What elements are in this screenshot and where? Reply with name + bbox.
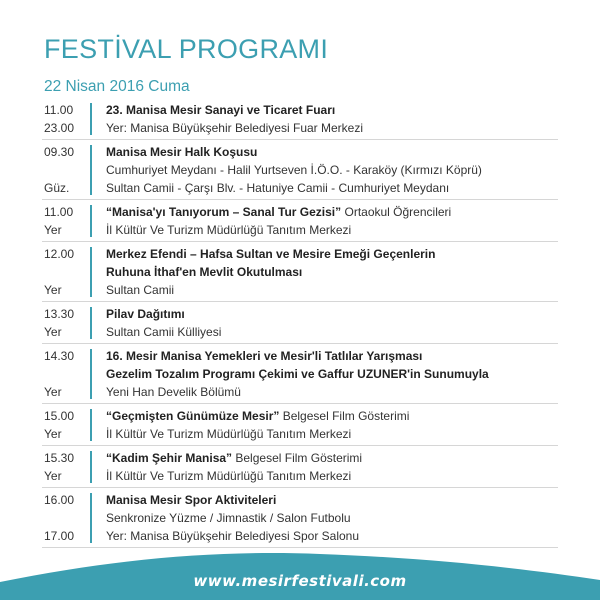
event-details — [106, 101, 558, 137]
event-row — [42, 98, 558, 140]
event-divider-bar — [90, 451, 92, 483]
event-time-start: 15.00 — [44, 409, 75, 423]
event-line: Ruhuna İthaf'en Mevlit Okutulması — [106, 265, 303, 279]
event-line: Yeni Han Develik Bölümü — [106, 385, 241, 399]
event-divider-bar — [90, 349, 92, 399]
program-date: 22 Nisan 2016 Cuma — [44, 78, 190, 95]
event-time — [42, 491, 88, 545]
event-line-text: Belgesel Film Gösterimi — [279, 409, 410, 423]
event-line: Cumhuriyet Meydanı - Halil Yurtseven İ.Ö.O. - Karaköy (Kırmızı Köprü) — [106, 163, 482, 177]
event-line: 23. Manisa Mesir Sanayi ve Ticaret Fuarı — [106, 103, 336, 117]
event-time-end: Yer — [44, 325, 62, 339]
event-line-highlight: “Kadim Şehir Manisa” — [106, 451, 233, 465]
event-details — [106, 491, 558, 545]
event-line-highlight: “Geçmişten Günümüze Mesir” — [106, 409, 280, 423]
event-details — [106, 407, 558, 443]
event-time — [42, 347, 88, 401]
event-divider-bar — [90, 493, 92, 543]
event-list — [42, 98, 558, 548]
event-details — [106, 203, 558, 239]
event-time-start: 09.30 — [44, 145, 75, 159]
event-time-end: Yer — [44, 223, 62, 237]
event-row — [42, 488, 558, 548]
event-details — [106, 347, 558, 401]
footer-wave — [0, 540, 600, 600]
event-line: İl Kültür Ve Turizm Müdürlüğü Tanıtım Merkezi — [106, 223, 352, 237]
event-divider-bar — [90, 103, 92, 135]
event-line: İl Kültür Ve Turizm Müdürlüğü Tanıtım Merkezi — [106, 427, 352, 441]
event-row — [42, 302, 558, 344]
event-line: Sultan Camii - Çarşı Blv. - Hatuniye Camii - Cumhuriyet Meydanı — [106, 181, 450, 195]
event-time-end: Yer — [44, 385, 62, 399]
event-line: Manisa Mesir Halk Koşusu — [106, 145, 258, 159]
event-divider-bar — [90, 409, 92, 441]
event-time-end: Yer — [44, 283, 62, 297]
page-title: FESTİVAL PROGRAMI — [44, 34, 329, 64]
event-time-start: 11.00 — [44, 103, 74, 117]
event-row — [42, 446, 558, 488]
event-time-end: 17.00 — [44, 529, 75, 543]
event-time-start: 12.00 — [44, 247, 75, 261]
event-line-text: Belgesel Film Gösterimi — [232, 451, 363, 465]
event-row — [42, 140, 558, 200]
event-row — [42, 200, 558, 242]
event-line: 16. Mesir Manisa Yemekleri ve Mesir'li Tatlılar Yarışması — [106, 349, 423, 363]
event-time — [42, 245, 88, 299]
event-time — [42, 449, 88, 485]
event-time — [42, 203, 88, 239]
event-line: Merkez Efendi – Hafsa Sultan ve Mesire Emeği Geçenlerin — [106, 247, 436, 261]
event-line — [106, 407, 558, 425]
event-line: Sultan Camii — [106, 283, 175, 297]
event-time-end: Yer — [44, 469, 62, 483]
event-line-highlight: “Manisa'yı Tanıyorum – Sanal Tur Gezisi” — [106, 205, 342, 219]
event-line — [106, 203, 558, 221]
event-time — [42, 101, 88, 137]
event-time-start: 15.30 — [44, 451, 75, 465]
event-row — [42, 404, 558, 446]
event-line-text: Ortaokul Öğrencileri — [341, 205, 452, 219]
event-time-start: 11.00 — [44, 205, 74, 219]
event-line: Yer: Manisa Büyükşehir Belediyesi Fuar Merkezi — [106, 121, 363, 135]
event-divider-bar — [90, 205, 92, 237]
event-details — [106, 305, 558, 341]
event-line: Yer: Manisa Büyükşehir Belediyesi Spor Salonu — [106, 529, 360, 543]
event-details — [106, 449, 558, 485]
event-line: Pilav Dağıtımı — [106, 307, 185, 321]
event-divider-bar — [90, 307, 92, 339]
event-row — [42, 242, 558, 302]
event-time-end: Güz. — [44, 181, 70, 195]
event-line: Manisa Mesir Spor Aktiviteleri — [106, 493, 277, 507]
event-line: Sultan Camii Külliyesi — [106, 325, 222, 339]
event-details — [106, 245, 558, 299]
event-time-start: 13.30 — [44, 307, 75, 321]
event-line: İl Kültür Ve Turizm Müdürlüğü Tanıtım Merkezi — [106, 469, 352, 483]
event-time-end: Yer — [44, 427, 62, 441]
event-divider-bar — [90, 247, 92, 297]
event-line: Senkronize Yüzme / Jimnastik / Salon Futbolu — [106, 511, 351, 525]
event-row — [42, 344, 558, 404]
event-time — [42, 407, 88, 443]
event-details — [106, 143, 558, 197]
event-time-start: 14.30 — [44, 349, 75, 363]
event-line — [106, 449, 558, 467]
event-time — [42, 143, 88, 197]
event-line: Gezelim Tozalım Programı Çekimi ve Gaffur UZUNER'in Sunumuyla — [106, 367, 489, 381]
event-divider-bar — [90, 145, 92, 195]
footer-url[interactable]: www.mesirfestivali.com — [193, 572, 407, 590]
event-time-end: 23.00 — [44, 121, 75, 135]
event-time — [42, 305, 88, 341]
event-time-start: 16.00 — [44, 493, 75, 507]
